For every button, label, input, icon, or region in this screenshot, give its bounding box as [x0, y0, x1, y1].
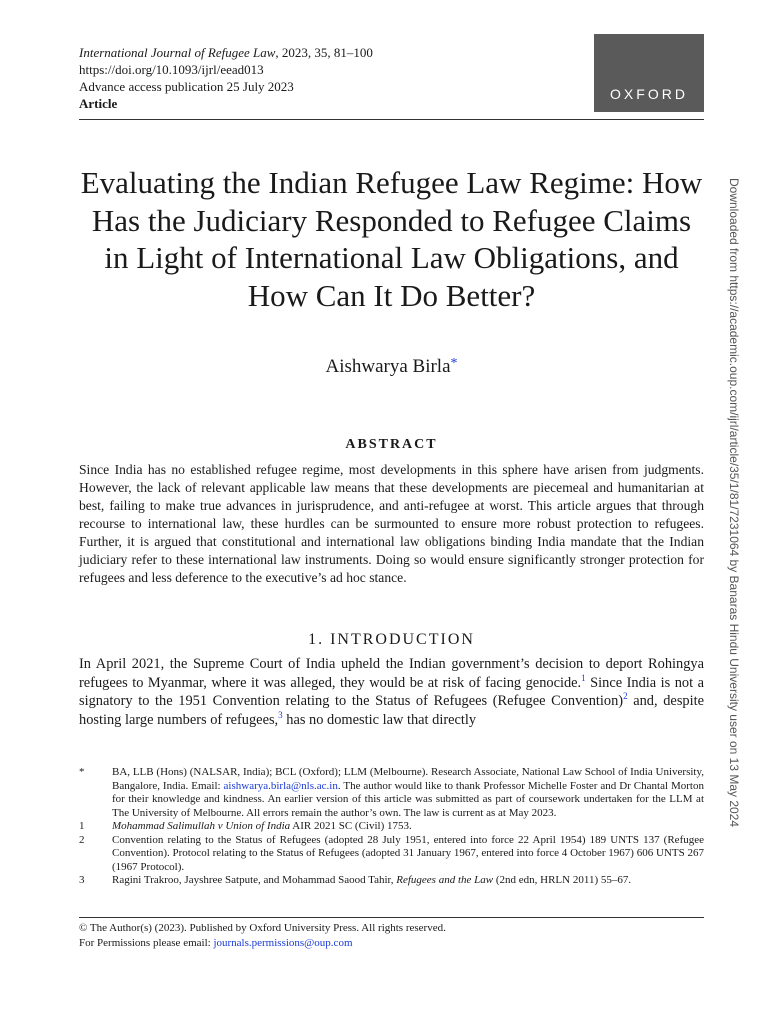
oxford-logo-text: OXFORD [610, 86, 688, 102]
footnote-mark: 3 [79, 874, 85, 886]
footnote-mark: 2 [79, 833, 85, 846]
introduction-paragraph [79, 655, 704, 729]
introduction-heading: 1. INTRODUCTION [308, 631, 475, 648]
article-header [79, 44, 579, 112]
footnote-text-b: (2nd edn, HRLN 2011) 55–67. [493, 874, 632, 886]
abstract-text: Since India has no established refugee regime, most developments in this sphere have arisen from judgments. However, the lack of relevant applicable law means that these developments are piecemeal and humanitarian at best, failing to make true advances in jurisprudence, and anti-refugee at worst. This article argues that through recourse to international law, these hurdles can be surmounted to ensure more robust protection to refugees. Further, it is argued that constitutional and international law obligations binding India mandate that the Indian judiciary refer to these international law instruments. Doing so would ensure significantly stronger protection for refugees and less deference to the executive’s ad hoc stance. [79, 462, 704, 585]
footnote-ref-3[interactable]: 3 [278, 709, 283, 720]
footnote-ref-2[interactable]: 2 [623, 691, 628, 702]
abstract-heading: ABSTRACT [345, 437, 438, 452]
article-type: Article [79, 96, 118, 111]
doi-link[interactable]: https://doi.org/10.1093/ijrl/eead013 [79, 62, 264, 77]
copyright-line: © The Author(s) (2023). Published by Oxford University Press. All rights reserved. [79, 922, 446, 934]
footnote-ref-1[interactable]: 1 [581, 672, 586, 683]
footnote-mark: 1 [79, 820, 85, 832]
footnote-text-b: . The author would like to thank Professor Michelle Foster and Dr Chantal Morton for their knowledge and kindness. An earlier version of this article was submitted as part of coursework undertaken for the LLM at The University of Melbourne. All errors remain the author’s own. The law is current as at May 2023. [112, 779, 704, 819]
footnote-3 [79, 874, 704, 888]
journal-name: International Journal of Refugee Law [79, 45, 276, 60]
author-footnote-marker[interactable]: * [450, 356, 458, 371]
permissions-email-link[interactable]: journals.permissions@oup.com [213, 937, 353, 949]
permissions-label: For Permissions please email: [79, 937, 214, 949]
footnote-text: Convention relating to the Status of Refugees (adopted 28 July 1951, entered into force 22 April 1954) 189 UNTS 137 (Refugee Convention). Protocol relating to the Status of Refugees (adopted 31 January 1967, entered into force 4 October 1967) 606 UNTS 267 (1967 Protocol). [112, 833, 704, 873]
article-title: Evaluating the Indian Refugee Law Regime: How Has the Judiciary Responded to Refugee Claims in Light of International Law Obligations, and How Can It Do Better? [80, 165, 703, 313]
oxford-logo [594, 34, 704, 112]
author-line [79, 356, 704, 378]
footnotes [79, 766, 704, 888]
header-divider [79, 119, 704, 120]
intro-text-2: Since India is not a signatory to the 1951 Convention relating to the Status of Refugees (Refugee Convention) [79, 674, 704, 709]
footnote-text [112, 766, 704, 820]
page-footer [79, 921, 704, 951]
advance-access-line: Advance access publication 25 July 2023 [79, 79, 294, 94]
footnote-author [79, 766, 704, 820]
author-name: Aishwarya Birla [325, 356, 451, 377]
intro-text-4: has no domestic law that directly [282, 711, 477, 728]
footer-divider [79, 917, 704, 918]
author-email-link[interactable]: aishwarya.birla@nls.ac.in [223, 779, 338, 792]
footnote-text [112, 874, 704, 888]
case-citation: AIR 2021 SC (Civil) 1753. [290, 820, 412, 832]
book-title: Refugees and the Law [396, 874, 494, 886]
footnote-text [112, 820, 704, 834]
intro-text-3: and, despite hosting large numbers of refugees, [79, 693, 704, 728]
case-name: Mohammad Salimullah v Union of India [112, 820, 291, 832]
footnote-mark: * [79, 766, 85, 778]
download-watermark: Downloaded from https://academic.oup.com/ijrl/article/35/1/81/7231064 by Banaras Hindu University user on 13 May 2024 [727, 178, 741, 828]
footnote-1 [79, 820, 704, 834]
journal-details: , 2023, 35, 81–100 [275, 45, 373, 60]
journal-citation [79, 44, 579, 61]
footnote-2 [79, 834, 704, 875]
footnote-text-a: BA, LLB (Hons) (NALSAR, India); BCL (Oxford); LLM (Melbourne). Research Associate, National Law School of India University, Bangalore, India. Email: [112, 766, 704, 792]
footnote-text-a: Ragini Trakroo, Jayshree Satpute, and Mohammad Saood Tahir, [112, 874, 397, 886]
permissions-line [79, 936, 704, 951]
intro-text-1: In April 2021, the Supreme Court of India upheld the Indian government’s decision to deport Rohingya refugees to Myanmar, where it was alleged, they would be at risk of facing genocide. [79, 656, 704, 691]
